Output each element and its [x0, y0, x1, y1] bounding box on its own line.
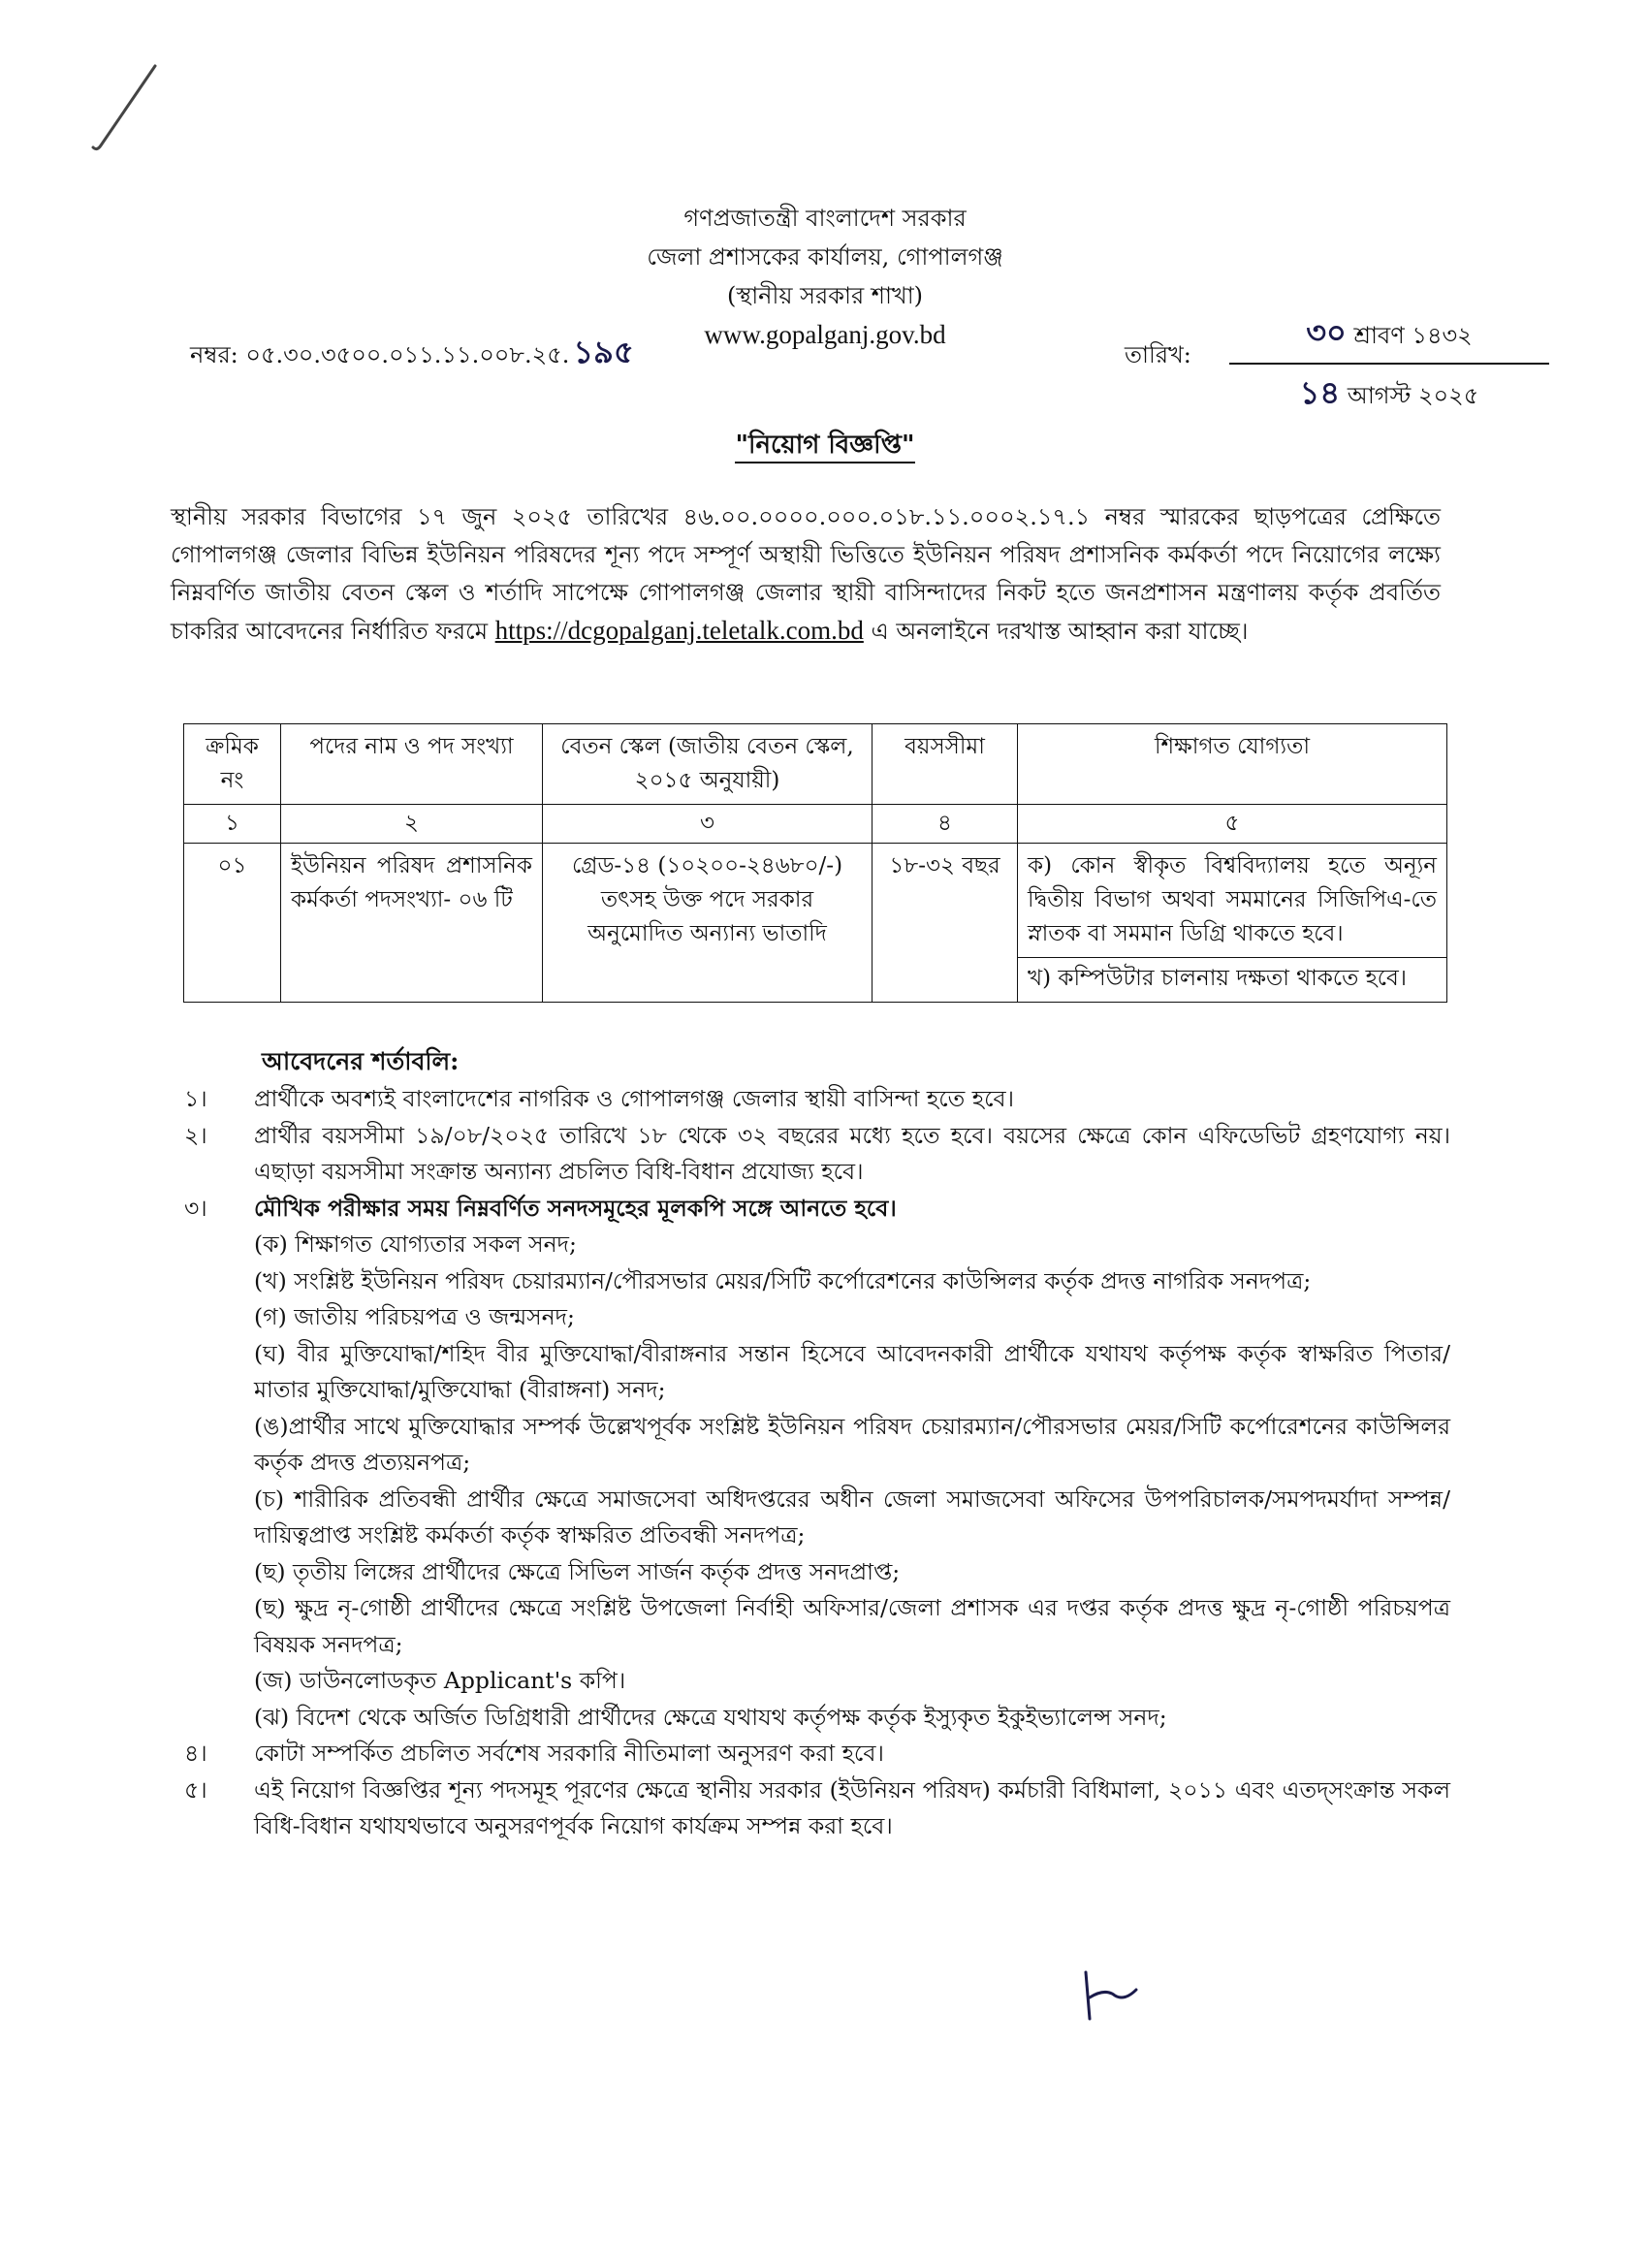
- document-item: (জ) ডাউনলোডকৃত Applicant's কপি।: [254, 1667, 626, 1694]
- date-label: তারিখ:: [1125, 341, 1191, 368]
- document-item: (চ) শারীরিক প্রতিবন্ধী প্রার্থীর ক্ষেত্রে সমাজসেবা অধিদপ্তরের অধীন জেলা সমাজসেবা অফিসের উপপরিচালক/সমপদমর্যাদা সম্পন্ন/দায়িত্বপ্রাপ্ত সংশ্লিষ্ট কর্মকর্তা কর্তৃক স্বাক্ষরিত প্রতিবন্ধী সনদপত্র;: [254, 1485, 1450, 1549]
- column-number-row: [184, 805, 1447, 844]
- intro-suffix: এ অনলাইনে দরখাস্ত আহ্বান করা যাচ্ছে।: [863, 618, 1249, 645]
- list-item: [171, 1736, 1450, 1773]
- document-item: (ছ) ক্ষুদ্র নৃ-গোষ্ঠী প্রার্থীদের ক্ষেত্রে সংশ্লিষ্ট উপজেলা নির্বাহী অফিসার/জেলা প্রশাসক এর দপ্তর কর্তৃক প্রদত্ত ক্ষুদ্র নৃ-গোষ্ঠী পরিচয়পত্র বিষয়ক সনদপত্র;: [254, 1594, 1450, 1658]
- memo-number: [190, 328, 634, 380]
- date-bangla-day: ৩০: [1306, 314, 1347, 351]
- table-row: [184, 844, 1447, 1003]
- office-name: জেলা প্রশাসকের কার্যালয়, গোপালগঞ্জ: [647, 243, 1003, 271]
- cell-qualification: [1018, 844, 1447, 1003]
- col-number: ২: [281, 805, 543, 844]
- cell-post: ইউনিয়ন পরিষদ প্রশাসনিক কর্মকর্তা পদসংখ্যা- ০৬ টি: [281, 844, 543, 1003]
- date-english: [1229, 363, 1549, 421]
- conditions-list: [171, 1081, 1450, 1845]
- document-item: (গ) জাতীয় পরিচয়পত্র ও জন্মসনদ;: [254, 1303, 575, 1330]
- branch-name: (স্থানীয় সরকার শাখা): [726, 282, 924, 309]
- item-text: মৌখিক পরীক্ষার সময় নিম্নবর্ণিত সনদসমূহের মূলকপি সঙ্গে আনতে হবে।: [254, 1194, 897, 1222]
- vacancy-table: [183, 723, 1447, 1003]
- date-english-month: আগস্ট ২০২৫: [1347, 382, 1479, 409]
- list-item: [171, 1118, 1450, 1191]
- document-item: (ক) শিক্ষাগত যোগ্যতার সকল সনদ;: [254, 1230, 577, 1258]
- list-item: [171, 1191, 1450, 1228]
- item-text: প্রার্থীকে অবশ্যই বাংলাদেশের নাগরিক ও গোপালগঞ্জ জেলার স্থায়ী বাসিন্দা হতে হবে।: [254, 1085, 1015, 1112]
- government-name: গণপ্রজাতন্ত্রী বাংলাদেশ সরকার: [683, 205, 967, 232]
- qualification-b: খ) কম্পিউটার চালনায় দক্ষতা থাকতে হবে।: [1018, 957, 1446, 996]
- intro-text: স্থানীয় সরকার বিভাগের ১৭ জুন ২০২৫ তারিখের ৪৬.০০.০০০০.০০০.০১৮.১১.০০০২.১৭.১ নম্বর স্মারকের ছাড়পত্রের প্রেক্ষিতে গোপালগঞ্জ জেলার বিভিন্ন ইউনিয়ন পরিষদের শূন্য পদে সম্পূর্ণ অস্থায়ী ভিত্তিতে ইউনিয়ন পরিষদ প্রশাসনিক কর্মকর্তা পদে নিয়োগের লক্ষ্যে নিম্নবর্ণিত জাতীয় বেতন স্কেল ও শর্তাদি সাপেক্ষে গোপালগঞ্জ জেলার স্থায়ী বাসিন্দাদের নিকট হতে জনপ্রশাসন মন্ত্রণালয় কর্তৃক প্রবর্তিত চাকরির আবেদনের নির্ধারিত ফরমে: [171, 503, 1441, 645]
- list-item: [171, 1081, 1450, 1118]
- document-item: (ঙ)প্রার্থীর সাথে মুক্তিযোদ্ধার সম্পর্ক উল্লেখপূর্বক সংশ্লিষ্ট ইউনিয়ন পরিষদ চেয়ারম্যান/পৌরসভার মেয়র/সিটি কর্পোরেশনের কাউন্সিলর কর্তৃক প্রদত্ত প্রত্যয়নপত্র;: [254, 1412, 1450, 1476]
- qualification-a: ক) কোন স্বীকৃত বিশ্ববিদ্যালয় হতে অন্যূন দ্বিতীয় বিভাগ অথবা সমমানের সিজিপিএ-তে স্নাতক বা সমমান ডিগ্রি থাকতে হবে।: [1028, 853, 1437, 946]
- item-text: এই নিয়োগ বিজ্ঞপ্তির শূন্য পদসমূহ পূরণের ক্ষেত্রে স্থানীয় সরকার (ইউনিয়ন পরিষদ) কর্মচারী বিধিমালা, ২০১১ এবং এতদ্সংক্রান্ত সকল বিধি-বিধান যথাযথভাবে অনুসরণপূর্বক নিয়োগ কার্যক্রম সম্পন্ন করা হবে।: [254, 1775, 1450, 1839]
- cell-age: ১৮-৩২ বছর: [873, 844, 1018, 1003]
- item-number: ২।: [184, 1121, 207, 1149]
- application-link[interactable]: https://dcgopalganj.teletalk.com.bd: [494, 616, 864, 645]
- col-number: ৫: [1018, 805, 1447, 844]
- date-english-day: ১৪: [1299, 374, 1341, 411]
- col-number: ৪: [873, 805, 1018, 844]
- date-bangla-month: শ্রাবণ ১৪৩২: [1353, 322, 1473, 349]
- document-item: (ঘ) বীর মুক্তিযোদ্ধা/শহিদ বীর মুক্তিযোদ্ধা/বীরাঙ্গনার সন্তান হিসেবে আবেদনকারী প্রার্থীকে যথাযথ কর্তৃপক্ষ কর্তৃক স্বাক্ষরিত পিতার/মাতার মুক্তিযোদ্ধা/মুক্তিযোদ্ধা (বীরাঙ্গনা) সনদ;: [254, 1339, 1450, 1403]
- website: www.gopalganj.gov.bd: [704, 320, 946, 349]
- conditions-heading: আবেদনের শর্তাবলি:: [262, 1047, 460, 1075]
- list-item: [171, 1773, 1450, 1845]
- header-qualification: শিক্ষাগত যোগ্যতা: [1018, 724, 1447, 805]
- document-item: (ঝ) বিদেশ থেকে অর্জিত ডিগ্রিধারী প্রার্থীদের ক্ষেত্রে যথাযথ কর্তৃপক্ষ কর্তৃক ইস্যুকৃত ইকুইভ্যালেন্স সনদ;: [254, 1703, 1167, 1731]
- cell-scale: গ্রেড-১৪ (১০২০০-২৪৬৮০/-) তৎসহ উক্ত পদে সরকার অনুমোদিত অন্যান্য ভাতাদি: [543, 844, 873, 1003]
- signature-mark: [1076, 1968, 1144, 2027]
- memo-handwritten-number: ১৯৫: [573, 334, 634, 370]
- item-number: ৫।: [184, 1775, 207, 1804]
- item-number: ১।: [184, 1085, 207, 1112]
- date-fraction: [1229, 308, 1549, 421]
- date-bangla: [1229, 308, 1549, 361]
- document-item: (খ) সংশ্লিষ্ট ইউনিয়ন পরিষদ চেয়ারম্যান/পৌরসভার মেয়র/সিটি কর্পোরেশনের কাউন্সিলর কর্তৃক প্রদত্ত নাগরিক সনদপত্র;: [254, 1266, 1312, 1294]
- memo-prefix: নম্বর: ০৫.৩০.৩৫০০.০১১.১১.০০৮.২৫.: [190, 341, 570, 368]
- header-serial: ক্রমিক নং: [184, 724, 281, 805]
- item-text: প্রার্থীর বয়সসীমা ১৯/০৮/২০২৫ তারিখে ১৮ থেকে ৩২ বছরের মধ্যে হতে হবে। বয়সের ক্ষেত্রে কোন এফিডেভিট গ্রহণযোগ্য নয়। এছাড়া বয়সসীমা সংক্রান্ত অন্যান্য প্রচলিত বিধি-বিধান প্রযোজ্য হবে।: [254, 1121, 1450, 1185]
- document-item: (ছ) তৃতীয় লিঙ্গের প্রার্থীদের ক্ষেত্রে সিভিল সার্জন কর্তৃক প্রদত্ত সনদপ্রাপ্ত;: [254, 1557, 901, 1585]
- item-number: ৪।: [184, 1740, 207, 1767]
- item-number: ৩।: [184, 1194, 207, 1222]
- col-number: ১: [184, 805, 281, 844]
- header-age: বয়সসীমা: [873, 724, 1018, 805]
- notice-title: "নিয়োগ বিজ্ঞপ্তি": [0, 425, 1650, 467]
- header-post: পদের নাম ও পদ সংখ্যা: [281, 724, 543, 805]
- header-scale: বেতন স্কেল (জাতীয় বেতন স্কেল, ২০১৫ অনুযায়ী): [543, 724, 873, 805]
- intro-paragraph: [171, 498, 1441, 651]
- table-header-row: [184, 724, 1447, 805]
- col-number: ৩: [543, 805, 873, 844]
- handwritten-tick-mark: [87, 58, 165, 155]
- cell-serial: ০১: [184, 844, 281, 1003]
- item-text: কোটা সম্পর্কিত প্রচলিত সর্বশেষ সরকারি নীতিমালা অনুসরণ করা হবে।: [254, 1740, 884, 1767]
